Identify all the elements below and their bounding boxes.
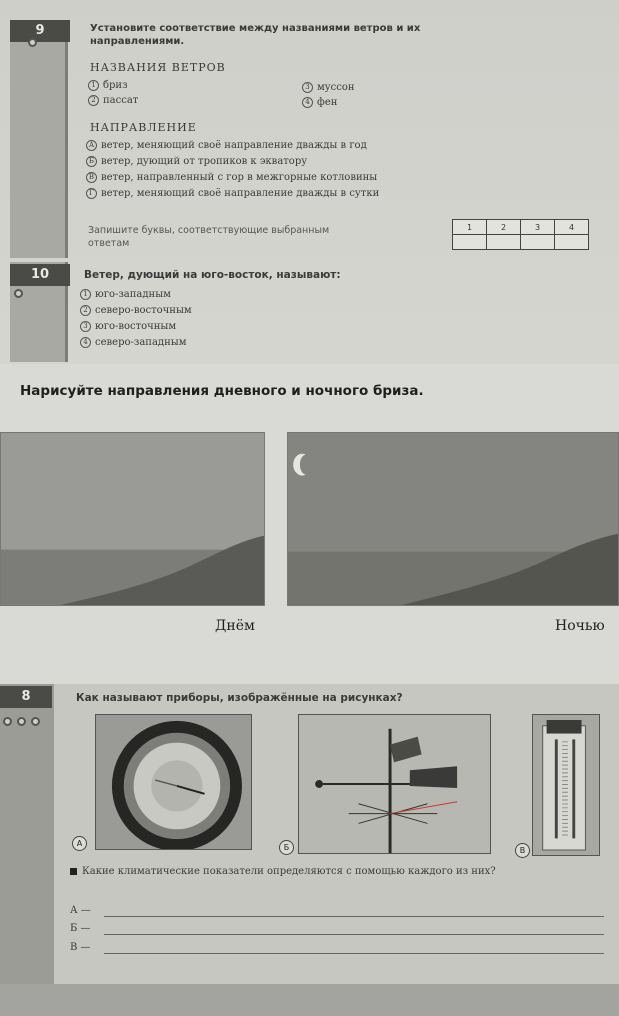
answer-table-header: 2	[487, 220, 521, 235]
q9-direction-g	[86, 187, 379, 200]
q9-direction-b-label: ветер, дующий от тропиков к экватору	[101, 156, 308, 167]
option-mark-icon: В	[86, 172, 97, 183]
q10-option-2[interactable]	[80, 304, 192, 317]
option-mark-icon: 2	[80, 305, 91, 316]
answer-line-v[interactable]	[104, 953, 604, 954]
answer-table-header: 3	[521, 220, 555, 235]
q10-marker-icon	[14, 289, 23, 298]
q9-side-strip	[10, 20, 68, 258]
option-mark-icon: А	[86, 140, 97, 151]
photo-barometer	[95, 714, 252, 850]
q9-direction-v-label: ветер, направленный с гор в межгорные котловины	[101, 172, 378, 183]
answer-cell[interactable]	[453, 235, 487, 250]
option-mark-icon: 3	[80, 321, 91, 332]
option-mark-icon: 4	[80, 337, 91, 348]
q8-number: 8	[0, 686, 52, 708]
option-mark-icon: 4	[302, 97, 313, 108]
q9-direction-a	[86, 139, 367, 152]
q9-name-3	[302, 81, 355, 94]
answer-cell[interactable]	[555, 235, 589, 250]
answer-table-header: 1	[453, 220, 487, 235]
q9-name-1	[88, 79, 128, 92]
circle-marker-icon	[3, 717, 12, 726]
option-mark-icon: 1	[80, 289, 91, 300]
answer-table-header: 4	[555, 220, 589, 235]
answer-line-a[interactable]	[104, 916, 604, 917]
q9-write-prompt: Запишите буквы, соответствующие выбранным ответам	[88, 225, 330, 249]
q9-marker-icon	[28, 38, 37, 47]
answer-label-v: В —	[70, 942, 91, 953]
q10-option-4-label: северо-западным	[95, 337, 187, 348]
page-bottom-edge	[0, 984, 619, 1016]
q9-task: Установите соответствие между названиями ветров и их направлениями.	[90, 23, 421, 47]
q10-option-1[interactable]	[80, 288, 171, 301]
q10-option-4[interactable]	[80, 336, 186, 349]
q9-name-1-label: бриз	[103, 80, 128, 91]
q10-option-1-label: юго-западным	[95, 289, 171, 300]
square-bullet-icon	[70, 868, 77, 875]
answer-cell[interactable]	[521, 235, 555, 250]
q9-direction-g-label: ветер, меняющий своё направление дважды в сутки	[101, 188, 380, 199]
photo-a-mark: А	[72, 836, 87, 851]
option-mark-icon: Б	[86, 156, 97, 167]
q9-name-2	[88, 94, 138, 107]
q10-option-2-label: северо-восточным	[95, 305, 192, 316]
q9-name-4-label: фен	[317, 97, 338, 108]
breeze-title: Нарисуйте направления дневного и ночного бриза.	[20, 383, 424, 399]
q9-direction-v	[86, 171, 377, 184]
answer-table-header-row	[453, 220, 589, 235]
q9-directions-heading: НАПРАВЛЕНИЕ	[90, 121, 197, 134]
q9-number: 9	[10, 20, 70, 42]
q9-name-2-label: пассат	[103, 95, 139, 106]
photo-b-mark: Б	[279, 840, 294, 855]
option-mark-icon: 3	[302, 82, 313, 93]
q10-number: 10	[10, 264, 70, 286]
night-scene[interactable]	[287, 432, 619, 606]
q9-names-heading: НАЗВАНИЯ ВЕТРОВ	[90, 61, 226, 74]
option-mark-icon: Г	[86, 188, 97, 199]
day-caption: Днём	[215, 618, 255, 634]
answer-cell[interactable]	[487, 235, 521, 250]
photo-v-mark: В	[515, 843, 530, 858]
q8-marker-icons	[3, 711, 40, 730]
q10-option-3[interactable]	[80, 320, 176, 333]
day-scene[interactable]	[0, 432, 265, 606]
photo-weather-vane	[298, 714, 491, 854]
circle-marker-icon	[17, 717, 26, 726]
circle-marker-icon	[31, 717, 40, 726]
vane-counterweight-icon	[315, 780, 323, 788]
q8-subquestion	[70, 865, 610, 879]
q9-name-4	[302, 96, 337, 109]
answer-line-b[interactable]	[104, 934, 604, 935]
q9-direction-a-label: ветер, меняющий своё направление дважды в год	[101, 140, 367, 151]
q9-direction-b	[86, 155, 307, 168]
answer-table-input-row	[453, 235, 589, 250]
option-mark-icon: 1	[88, 80, 99, 91]
q9-answer-table	[452, 219, 589, 250]
night-caption: Ночью	[555, 618, 605, 634]
answer-label-a: А —	[70, 905, 91, 916]
q9-name-3-label: муссон	[317, 82, 355, 93]
thermometer-top	[547, 720, 582, 734]
answer-label-b: Б —	[70, 923, 91, 934]
photo-thermometer	[532, 714, 600, 856]
q10-question: Ветер, дующий на юго-восток, называют:	[84, 269, 341, 281]
option-mark-icon: 2	[88, 95, 99, 106]
q10-option-3-label: юго-восточным	[95, 321, 177, 332]
q8-subquestion-text: Какие климатические показатели определяются с помощью каждого из них?	[82, 866, 496, 877]
q8-question: Как называют приборы, изображённые на рисунках?	[76, 692, 403, 704]
